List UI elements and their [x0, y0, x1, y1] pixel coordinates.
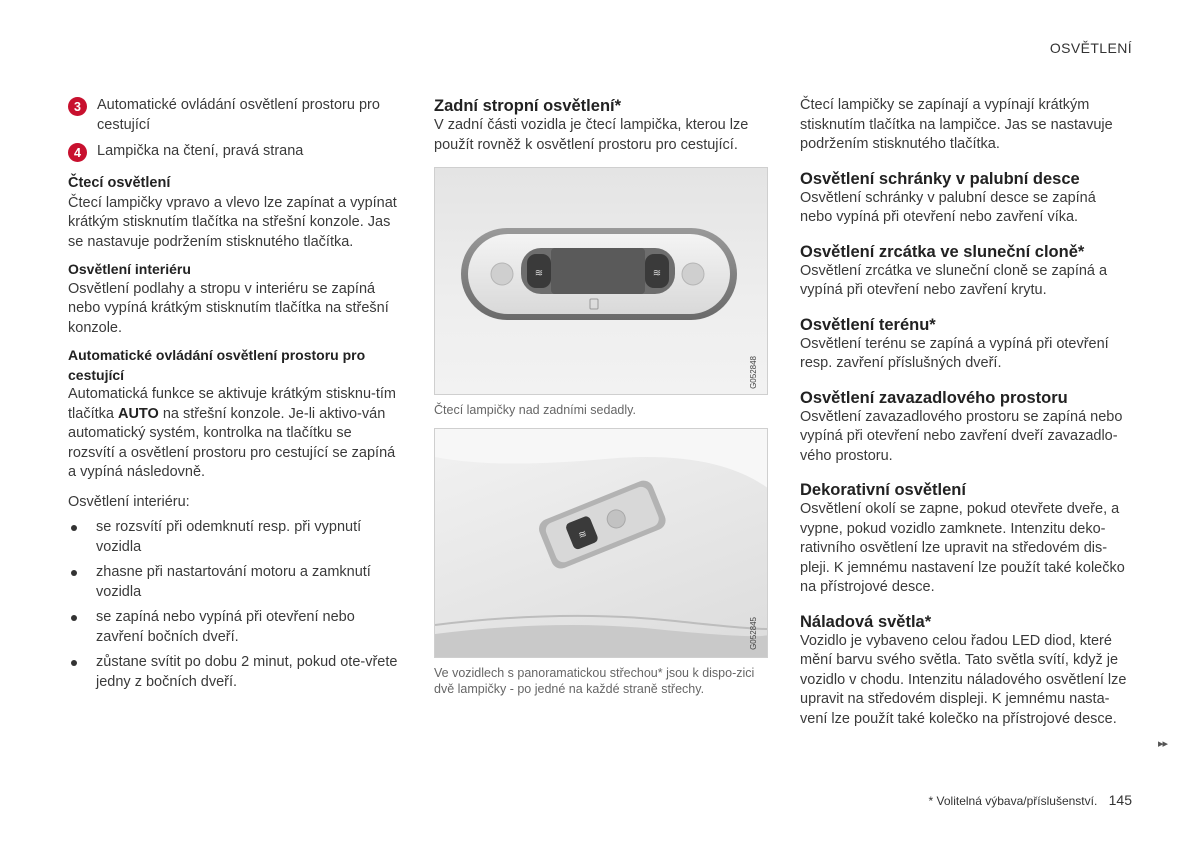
glovebox-light-body: Osvětlení schránky v palubní desce se zapíná nebo vypíná při otevření nebo zavření víka. [800, 189, 1096, 225]
cargo-light-heading: Osvětlení zavazadlového prostoru [800, 388, 1068, 407]
callout-number-badge: 4 [68, 143, 87, 162]
callout-text: Automatické ovládání osvětlení prostoru pro cestující [97, 97, 380, 133]
svg-text:≋: ≋ [534, 268, 544, 279]
vanity-mirror-heading: Osvětlení zrcátka ve sluneční cloně* [800, 242, 1085, 261]
callout-number-badge: 3 [68, 97, 87, 116]
continue-arrows-icon: ▸▸ [1157, 738, 1167, 750]
figure-panoramic-lamp [434, 428, 768, 658]
figure-caption: Čtecí lampičky nad zadními sedadly. [434, 403, 636, 417]
section-title: OSVĚTLENÍ [1049, 40, 1132, 56]
rear-ceiling-body: V zadní části vozidla je čtecí lampička, kterou lze použít rovněž k osvětlení prostoru pro cestující. [434, 117, 749, 153]
reading-lamp-intro: Čtecí lampičky se zapínají a vypínají krátkým stisknutím tlačítka na lampičce. Jas se nastavuje podržením stisknutého tlačítka. [800, 97, 1113, 152]
list-item: se rozsvítí při odemknutí resp. při vypnutí vozidla [68, 518, 398, 557]
page-number: 145 [1108, 792, 1132, 808]
auto-button-label: AUTO [117, 405, 159, 422]
callout-text: Lampička na čtení, pravá strana [97, 143, 304, 159]
list-item: se zapíná nebo vypíná při otevření nebo zavření bočních dveří. [68, 608, 398, 647]
figure-reading-lamps [434, 167, 768, 395]
list-item: zůstane svítit po dobu 2 minut, pokud ote-vřete jedny z bočních dveří. [68, 653, 398, 692]
ground-light-body: Osvětlení terénu se zapíná a vypíná při otevření resp. zavření příslušných dveří. [800, 335, 1109, 371]
page-footer [929, 792, 1132, 808]
callout-4 [68, 142, 398, 162]
ground-light-heading: Osvětlení terénu* [800, 315, 936, 334]
callout-3 [68, 96, 398, 135]
decorative-light-heading: Dekorativní osvětlení [800, 481, 966, 499]
mood-light-heading: Náladová světla* [800, 612, 932, 631]
auto-control-heading: Automatické ovládání osvětlení prostoru pro cestující [68, 347, 366, 383]
auto-control-body: Automatická funkce se aktivuje krátkým stisknu-tím tlačítka AUTO na střešní konzole. Je-li aktivo-ván automatický systém, kontrolka na tlačítku se rozsvítí a osvětlení prostoru pro cestující se zapíná a vypíná následovně. [68, 386, 396, 480]
figure-code: G052845 [749, 617, 758, 650]
reading-light-heading: Čtecí osvětlení [68, 175, 171, 191]
list-intro: Osvětlení interiéru: [68, 493, 190, 510]
column-right [800, 96, 1132, 729]
figure-caption: Ve vozidlech s panoramatickou střechou* jsou k dispo-zici dvě lampičky - po jedné na každé straně střechy. [434, 666, 755, 696]
bullet-list [68, 518, 398, 692]
svg-text:≋: ≋ [576, 528, 589, 542]
reading-light-body: Čtecí lampičky vpravo a vlevo lze zapínat a vypínat krátkým stisknutím tlačítka na střešní konzole. Jas se nastavuje podržením stisknutého tlačítka. [68, 194, 397, 250]
column-left [68, 96, 398, 698]
overhead-console-illustration [435, 168, 768, 395]
decorative-light-body: Osvětlení okolí se zapne, pokud otevřete dveře, a vypne, pokud vozidlo zamknete. Intenzitu deko-rativního osvětlení lze upravit na středovém dis-pleji. K jemnému nastavení lze použít také kolečko na přístrojové desce. [800, 501, 1125, 595]
rear-ceiling-heading: Zadní stropní osvětlení* [434, 97, 622, 115]
cargo-light-body: Osvětlení zavazadlového prostoru se zapíná nebo vypíná při otevření nebo zavření dveří zavazadlo-vého prostoru. [800, 408, 1123, 464]
figure-code: G052848 [749, 356, 758, 389]
column-middle [434, 96, 768, 697]
optional-equipment-note: * Volitelná výbava/příslušenství. [928, 794, 1098, 808]
svg-text:≋: ≋ [652, 268, 662, 279]
headliner-lamp-illustration [435, 429, 768, 658]
interior-light-heading: Osvětlení interiéru [68, 261, 191, 277]
glovebox-light-heading: Osvětlení schránky v palubní desce [800, 169, 1080, 188]
list-item: zhasne při nastartování motoru a zamknutí vozidla [68, 563, 398, 602]
mood-light-body: Vozidlo je vybaveno celou řadou LED diod, které mění barvu svého světla. Tato světla svítí, když je vozidlo v chodu. Intenzitu náladového osvětlení lze upravit na středovém displeji. K jemnému nasta-vení lze použít také kolečko na přístrojové desce. [800, 632, 1127, 727]
vanity-mirror-body: Osvětlení zrcátka ve sluneční cloně se zapíná a vypíná při otevření nebo zavření krytu. [800, 262, 1108, 298]
interior-light-body: Osvětlení podlahy a stropu v interiéru se zapíná nebo vypíná krátkým stisknutím tlačítka na střešní konzole. [68, 280, 389, 336]
